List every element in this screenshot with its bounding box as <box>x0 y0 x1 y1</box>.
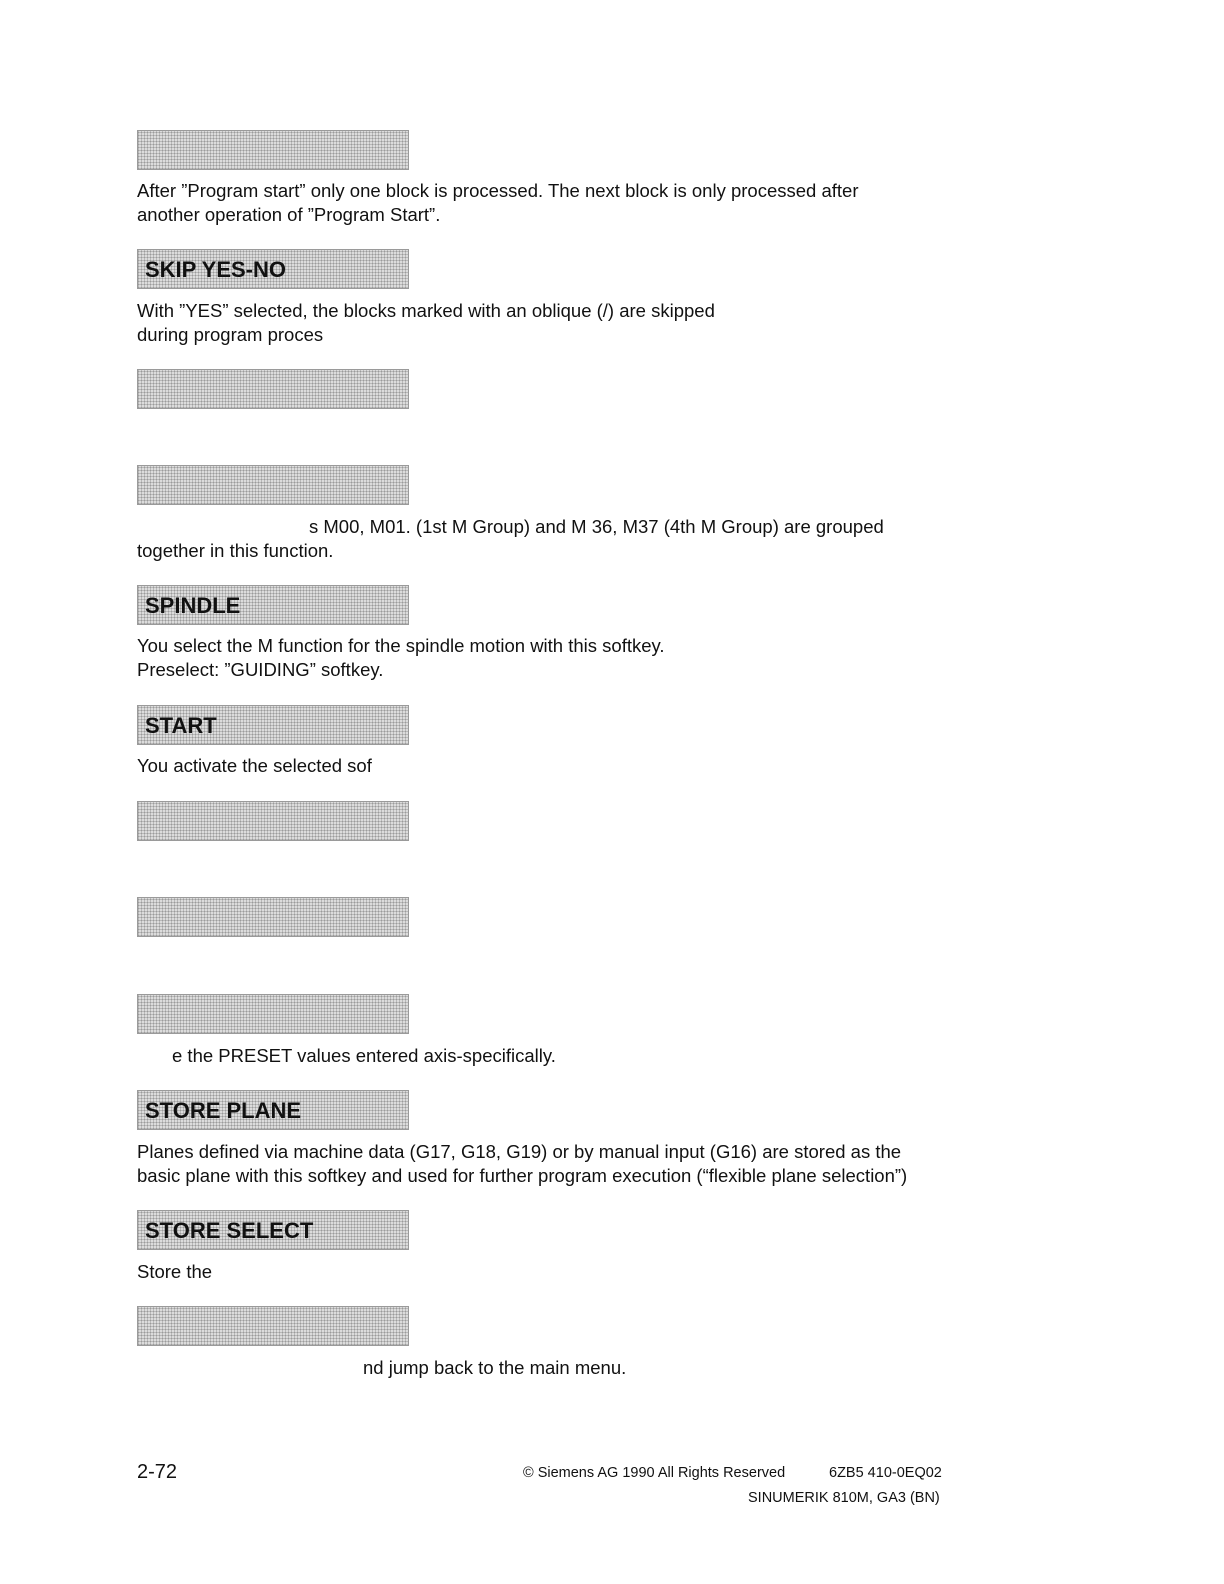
text-line: With ”YES” selected, the blocks marked with an oblique (/) are skipped <box>137 300 715 321</box>
softkey-start <box>137 705 409 745</box>
softkey-store-plane <box>137 1090 409 1130</box>
paragraph-spindle <box>137 634 665 681</box>
text-line: s M00, M01. (1st M Group) and M 36, M37 (4th M Group) are grouped <box>309 516 884 537</box>
text-line: during program proces <box>137 323 324 345</box>
text-line: e the PRESET values entered axis-specifically. <box>172 1045 556 1066</box>
paragraph-single-block <box>137 179 858 226</box>
softkey-box-3 <box>137 369 409 409</box>
softkey-store-select <box>137 1210 409 1250</box>
paragraph-preset <box>172 1044 556 1068</box>
text-line: another operation of ”Program Start”. <box>137 203 441 225</box>
text-line: nd jump back to the main menu. <box>363 1357 627 1378</box>
order-number: 6ZB5 410-0EQ02 <box>829 1465 942 1481</box>
page-number: 2-72 <box>137 1461 178 1483</box>
text-line: basic plane with this softkey and used for further program execution (“flexible plane selection”) <box>137 1164 908 1186</box>
paragraph-skip <box>137 299 715 346</box>
paragraph-store-plane <box>137 1140 907 1187</box>
text-line: After ”Program start” only one block is processed. The next block is only processed after <box>137 180 859 201</box>
softkey-spindle <box>137 585 409 625</box>
softkey-label: STORE SELECT <box>145 1218 314 1243</box>
text-line: Planes defined via machine data (G17, G18, G19) or by manual input (G16) are stored as the <box>137 1141 902 1162</box>
softkey-box-12 <box>137 1306 409 1346</box>
softkey-label: START <box>145 713 217 738</box>
softkey-label: SKIP YES-NO <box>145 257 287 282</box>
softkey-box-1 <box>137 130 409 170</box>
text-line: Preselect: ”GUIDING” softkey. <box>137 658 384 680</box>
softkey-box-4 <box>137 465 409 505</box>
softkey-box-9 <box>137 994 409 1034</box>
product-name: SINUMERIK 810M, GA3 (BN) <box>748 1490 940 1506</box>
text-line: You activate the selected sof <box>137 755 372 776</box>
softkey-label: STORE PLANE <box>145 1098 302 1123</box>
softkey-box-7 <box>137 801 409 841</box>
paragraph-store-select <box>137 1260 212 1284</box>
paragraph-jump-back <box>363 1356 626 1380</box>
softkey-skip-yes-no <box>137 249 409 289</box>
softkey-label: SPINDLE <box>145 593 241 618</box>
text-line: together in this function. <box>137 539 334 561</box>
softkey-box-8 <box>137 897 409 937</box>
text-line: You select the M function for the spindle motion with this softkey. <box>137 635 665 656</box>
paragraph-start <box>137 754 372 778</box>
paragraph-m-group <box>137 515 884 562</box>
text-line: Store the <box>137 1261 213 1282</box>
copyright-notice: © Siemens AG 1990 All Rights Reserved <box>523 1465 786 1481</box>
